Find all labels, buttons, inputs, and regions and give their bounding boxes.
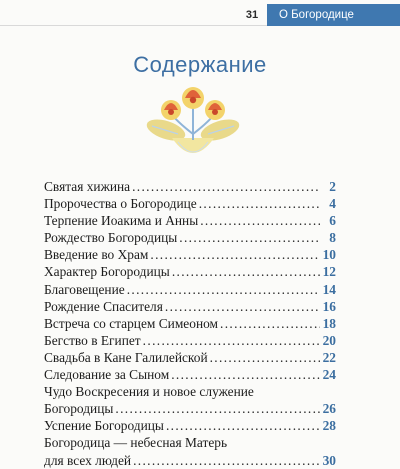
toc-leader (115, 400, 320, 417)
running-head: О Богородице (267, 4, 400, 26)
toc-title: Введение во Храм (44, 247, 149, 263)
toc-leader (143, 332, 320, 349)
toc-leader (132, 178, 320, 195)
toc-title: Характер Богородицы (44, 264, 170, 280)
toc-title-line: Богородицы (44, 401, 114, 417)
toc-title: Святая хижина (44, 179, 131, 194)
toc-entry[interactable] (44, 195, 336, 212)
toc-entry[interactable] (44, 229, 336, 246)
toc-entry[interactable] (44, 315, 336, 332)
toc-title: Пророчества о Богородице (44, 196, 197, 212)
toc-leader (171, 366, 320, 383)
toc-leader (133, 452, 320, 469)
toc-title: Терпение Иоакима и Анны (44, 213, 199, 229)
toc-entry[interactable] (44, 417, 336, 434)
page-header (0, 0, 400, 24)
toc-title: Благовещение (44, 281, 125, 297)
toc-entry[interactable] (44, 298, 336, 315)
toc-page: 12 (322, 264, 336, 280)
toc-title: Встреча со старцем Симеоном (44, 315, 219, 331)
toc-title: Рождество Богородицы (44, 230, 178, 246)
toc-title: Следование за Сыном (44, 367, 170, 383)
toc-leader (165, 298, 320, 315)
toc-entry[interactable] (44, 332, 336, 349)
toc-page: 24 (322, 367, 336, 383)
toc-title-line: Чудо Воскресения и новое служение (44, 384, 254, 400)
toc-page: 6 (329, 213, 336, 229)
toc-leader (166, 417, 320, 434)
toc-page: 8 (329, 230, 336, 246)
toc-entry[interactable] (44, 281, 336, 298)
toc-title: Свадьба в Кане Галилейской (44, 349, 208, 365)
toc-leader (200, 212, 320, 229)
toc-title: Рождение Спасителя (44, 298, 163, 314)
toc-title: Успение Богородицы (44, 418, 164, 434)
toc-page: 26 (322, 401, 336, 417)
toc-page: 14 (322, 281, 336, 297)
toc-entry[interactable] (44, 246, 336, 263)
toc-page: 20 (322, 332, 336, 348)
table-of-contents (44, 178, 336, 469)
toc-page: 2 (329, 179, 336, 194)
toc-page: 18 (322, 315, 336, 331)
page-title: Содержание (133, 52, 267, 77)
header-divider (0, 25, 267, 26)
toc-entry[interactable] (44, 349, 336, 366)
toc-entry[interactable] (44, 178, 336, 195)
page-number: 31 (245, 9, 259, 21)
toc-page: 10 (322, 247, 336, 263)
toc-leader (150, 246, 320, 263)
toc-page: 30 (322, 452, 336, 468)
toc-page: 16 (322, 298, 336, 314)
toc-leader (179, 229, 320, 246)
toc-leader (172, 263, 320, 280)
toc-leader (127, 281, 320, 298)
toc-page: 22 (322, 349, 336, 365)
toc-title-line: для всех людей (44, 452, 132, 468)
toc-entry[interactable] (44, 366, 336, 383)
toc-title-line: Богородица — небесная Матерь (44, 435, 228, 451)
toc-entry[interactable] (44, 263, 336, 280)
toc-leader (210, 349, 320, 366)
toc-page: 4 (329, 196, 336, 212)
toc-entry[interactable] (44, 383, 336, 417)
flower-ornament-icon (138, 82, 248, 170)
toc-leader (199, 195, 320, 212)
toc-entry[interactable] (44, 434, 336, 468)
toc-page: 28 (322, 418, 336, 434)
toc-entry[interactable] (44, 212, 336, 229)
toc-leader (220, 315, 320, 332)
toc-title: Бегство в Египет (44, 332, 141, 348)
